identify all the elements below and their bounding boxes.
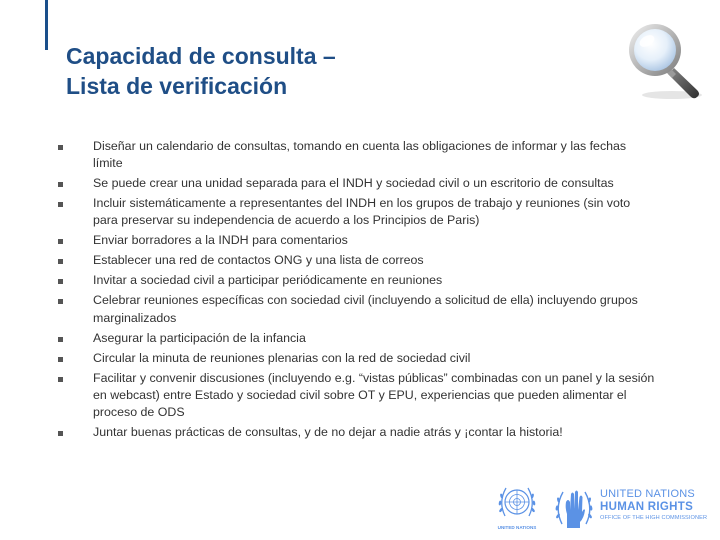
magnifying-glass-icon	[622, 18, 708, 102]
list-item-text: Asegurar la participación de la infancia	[93, 330, 306, 345]
un-caption: UNITED NATIONS	[497, 525, 537, 530]
title-line-2: Lista de verificación	[66, 73, 288, 99]
bullet-icon	[58, 357, 63, 362]
list-item-text: Establecer una red de contactos ONG y una lista de correos	[93, 253, 424, 268]
list-item-text: Se puede crear una unidad separada para el INDH y sociedad civil o un escritorio de consultas	[93, 176, 614, 191]
un-emblem-logo	[496, 480, 538, 536]
bullet-icon	[58, 145, 63, 150]
list-item-text: Invitar a sociedad civil a participar periódicamente en reuniones	[93, 273, 443, 288]
bullet-icon	[58, 299, 63, 304]
ohchr-line-1: UNITED NATIONS	[600, 488, 695, 500]
page-title	[66, 41, 536, 101]
list-item	[58, 292, 658, 326]
list-item	[58, 272, 658, 289]
ohchr-line-3: OFFICE OF THE HIGH COMMISSIONER	[600, 515, 708, 521]
list-item	[58, 175, 658, 192]
bullet-icon	[58, 377, 63, 382]
accent-bar	[45, 0, 48, 50]
bullet-icon	[58, 279, 63, 284]
list-item-text: Facilitar y convenir discusiones (incluyendo e.g. “vistas públicas” combinadas con un panel y la sesión en webcast) entre Estado y sociedad civil sobre OT y EPU, experiencias que pueden alimentar el proceso de ODS	[93, 370, 655, 420]
list-item-text: Juntar buenas prácticas de consultas, y de no dejar a nadie atrás y ¡contar la historia!	[93, 425, 563, 440]
list-item-text: Enviar borradores a la INDH para comentarios	[93, 233, 348, 248]
list-item	[58, 195, 658, 229]
list-item	[58, 138, 658, 172]
footer-logos	[494, 480, 708, 536]
list-item-text: Circular la minuta de reuniones plenarias con la red de sociedad civil	[93, 350, 471, 365]
list-item-text: Incluir sistemáticamente a representantes del INDH en los grupos de trabajo y reuniones (sin voto para preservar su independencia de acuerdo a los Principios de Paris)	[93, 196, 631, 228]
list-item	[58, 350, 658, 367]
title-line-1: Capacidad de consulta –	[66, 43, 336, 69]
bullet-icon	[58, 239, 63, 244]
list-item-text: Celebrar reuniones específicas con sociedad civil (incluyendo a solicitud de ella) incluyendo grupos marginalizados	[93, 293, 638, 325]
bullet-icon	[58, 337, 63, 342]
list-item	[58, 424, 658, 441]
bullet-icon	[58, 431, 63, 436]
list-item	[58, 370, 658, 422]
ohchr-wordmark	[600, 488, 707, 523]
list-item	[58, 232, 658, 249]
ohchr-emblem-logo	[554, 482, 594, 530]
list-item	[58, 330, 658, 347]
ohchr-line-2: HUMAN RIGHTS	[600, 501, 694, 513]
bullet-icon	[58, 202, 63, 207]
list-item	[58, 252, 658, 269]
list-item-text: Diseñar un calendario de consultas, tomando en cuenta las obligaciones de informar y las fechas límite	[93, 139, 627, 171]
checklist	[58, 138, 658, 444]
bullet-icon	[58, 182, 63, 187]
bullet-icon	[58, 259, 63, 264]
